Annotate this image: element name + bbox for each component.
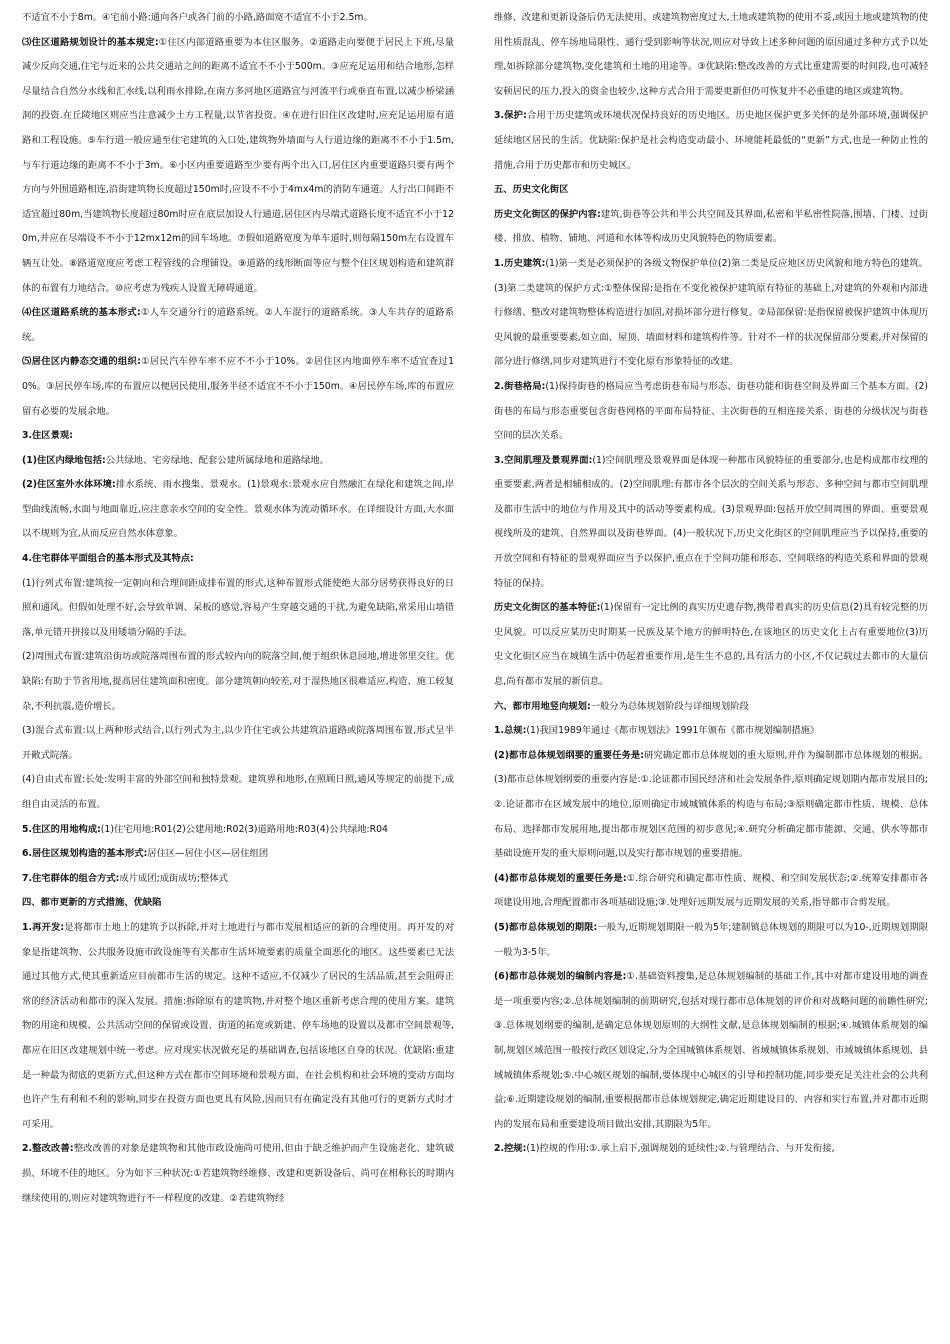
paragraph xyxy=(22,473,454,547)
paragraph-heading: ⑸居住区内静态交通的组织: xyxy=(22,356,141,368)
paragraph-heading: 3.保护: xyxy=(494,110,527,122)
paragraph-text: ①人车交通分行的道路系统。②人车混行的道路系统。③人车共存的道路系统。 xyxy=(22,307,454,343)
paragraph-heading: (1)住区内绿地包括: xyxy=(22,454,106,466)
left-column xyxy=(22,6,454,1211)
paragraph-heading: 2.控规: xyxy=(494,1143,527,1155)
paragraph xyxy=(22,867,454,892)
paragraph-text: ①.综合研究和确定都市性质、规模、和空间发展状态;②.统筹安排都市各项建设用地,合理配置都市各项基础设施;③.处理好远期发展与近期发展的关系,指导都市合剪发展。 xyxy=(494,872,928,909)
paragraph-text: 整改改善的对象是建筑物和其他市政设施尚可使用,但由于缺乏维护而产生设施老化、建筑破损、环境不佳的地区。分为如下三种状况:①若建筑物经维修、改建和更新设备后、尚可在相称长的时期内继续使用的,则应对建筑物进行不一样程度的改建。②若建筑物经 xyxy=(22,1143,454,1204)
paragraph-text: 公共绿地、宅旁绿地、配套公建所属绿地和道路绿地。 xyxy=(105,454,329,466)
paragraph xyxy=(494,375,928,449)
paragraph-heading: 4.住宅群体平面组合的基本形式及其特点: xyxy=(22,553,194,565)
paragraph-text: (1)我国1989年通过《都市规划法》1991年颁布《都市规划编制措施》 xyxy=(526,725,820,737)
paragraph-text: 成片成团;成街成坊;整体式 xyxy=(119,872,228,884)
paragraph xyxy=(494,719,928,744)
paragraph xyxy=(22,31,454,302)
paragraph-text: (1)空间肌理及景观界面是体现一种都市风貌特征的重要部分,也是构成都市纹理的重要要素,两者是相辅相成的。(2)空间肌理:有都市各个层次的空间关系与形态、多种空间与都市空间肌理及都市生活中的地位与作用及其中的活动等要素构成。(3)景观界面:包括开放空间周围的界面、重要景观视线所及的建筑、自然界面以及街巷界面。(4)一般状况下,历史文化街区的空间肌理应当予以保持,重要的开放空间和有特征的景观界面应当予以保护,重点在于空间功能和形态、空间联络的构造关系和界面的景观特征的保持。 xyxy=(494,454,929,589)
paragraph xyxy=(494,596,928,694)
paragraph-heading: (2)都市总体规划纲要的重要任务是: xyxy=(494,749,644,761)
paragraph-text: 不适宜不小于8m。④宅前小路:通向各户或各门前的小路,路面宽不适宜不小于2.5m。 xyxy=(22,12,373,23)
paragraph-heading: 5.住区的用地构成: xyxy=(22,823,101,835)
paragraph-heading: 四、都市更新的方式措施、优缺陷 xyxy=(22,897,162,909)
paragraph xyxy=(22,6,454,31)
paragraph xyxy=(22,916,454,1137)
paragraph xyxy=(22,768,454,817)
paragraph-text: (4)自由式布置:长处:发明丰富的外部空间和独特景观。建筑界和地形,在照顾日照,通风等规定的前提下,成组自由灵活的布置。 xyxy=(22,774,454,810)
paragraph xyxy=(22,572,454,646)
paragraph-heading: 2.街巷格局: xyxy=(494,380,546,392)
paragraph xyxy=(494,1137,928,1162)
paragraph-heading: 六、都市用地竖向规划: xyxy=(494,700,591,712)
paragraph-text: ①居民汽车停车率不应不不小于10%。②居住区内地面停车率不适宜查过10%。③居民停车场,库的布置应以便居民使用,服务半径不适宜不不小于150m。④居民停车场,库的布置应留有必要的发展余地。 xyxy=(22,356,455,417)
paragraph-text: 研究确定都市总体规划的重大原则,并作为编制都市总体规划的根据。(3)都市总体规划纲要的重要内容是:①.论证都市国民经济和社会发展条件,原则确定规划期内都市发展目的;②.论证都市在区域发展中的地位,原则确定市域城镇体系的构造与布局;③原则确定都市性质、规模、总体布局、选择都市发展用地,提出都市规划区范围的初步意见;④.研究分析确定都市能源、交通、供水等都市基础设施开发的重大原则问题,以及实行都市规划的重要措施。 xyxy=(494,749,928,860)
paragraph-text: (1)第一类是必须保护的各级文物保护单位(2)第二类是反应地区历史风貌和地方特色的建筑。(3)第二类建筑的保护方式:①整体保留:是指在不变化被保护建筑原有特征的基础上,对建筑的外观和内部进行修缮、整改对建筑物整体构造进行加固,对损坏部分进行修复。②局部保留:是指保留被保护建筑中体现历史风貌的最重要要素,如立面、屋顶、墙面材料和建筑构件等。针对不一样的状况保留部分要素,并对保留的部分进行修缮,同步对建筑进行不变化原有形象特征的改建。 xyxy=(494,257,929,368)
paragraph-heading: 1.再开发: xyxy=(22,921,65,933)
paragraph xyxy=(494,104,928,178)
paragraph-heading: (6)都市总体规划的编制内容是: xyxy=(494,971,627,983)
paragraph xyxy=(22,350,454,424)
paragraph-heading: 历史文化街区的基本特征: xyxy=(494,602,601,614)
paragraph-text: (3)混合式布置:以上两种形式结合,以行列式为主,以少许住宅或公共建筑沿道路或院落周围布置,形式呈半开敞式院落。 xyxy=(22,725,454,761)
paragraph xyxy=(494,867,928,916)
paragraph-text: 维修、改建和更新设备后仍无法使用、或建筑物密度过大,土地或建筑物的使用不妥,或因土地或建筑物的使用性质混乱、停车场地局限性、通行受到影响等状况,则应对导致上述多种问题的原因通过多种方式予以处理,如拆除部分建筑物,变化建筑和土地的用途等。③优缺陷:整改改善的方式比重建需要的时间段,也可减轻安顿居民的压力,投入的资金也较少,这种方式合用于需要更新但仍可恢复并不必重建的地区或建筑物。 xyxy=(494,12,928,97)
paragraph-text: 是将都市土地上的建筑予以拆除,并对土地进行与都市发展相适应的新的合理使用。再开发的对象是指建筑物、公共服务设施市政设施等有关都市生活环境要素的质量全面恶化的地区。这些要素已无法通过其他方式,使其重新适应目前都市生活的规定。这种不适应,不仅减少了居民的生活品质,甚至会阻碍正常的经济活动和都市的深入发展。措施:拆除原有的建筑物,并对整个地区重新考虑合理的使用方案。建筑物的用途和规模、公共活动空间的保留或设置、街道的拓宽或新建、停车场地的设置以及都市空间景观等,都应在旧区改建规划中统一考虑。应对现实状况做充足的基础调查,包括该地区自身的状况。优缺陷:重建是一种最为彻底的更新方式,但这种方式在都市空间环境和景观方面、在社会机构和社会环境的变动方面均也许产生有利和不利的影响,同步在投资方面也更具有风险,因而只有在确定没有其他可行的更新方式时才可采用。 xyxy=(22,921,454,1130)
paragraph xyxy=(22,301,454,350)
paragraph-text: ①住区内部道路重要为本住区服务。②道路走向要便于居民上下班,尽量减少反向交通,住宅与近来的公共交通站之间的距离不适宜不不小于500m。③应充足运用和结合地形,怎样尽量结合自然分水线和汇水线,以利雨水排除,在南方多河地区道路宜与河流平行或垂直布置,以减少桥梁涵洞的投资.在丘陵地区则应当注意减少土方工程量,以节省投资。④在进行旧住区改建时,应充足运用原有道路和工程设施。⑤车行道一般应通至住宅建筑的入口处,建筑物外墙面与人行道边缘的距离不不小于1.5m,与车行道边缘的距离不不小于3m。⑥小区内重要道路至少要有两个出入口,居住区内重要道路只要有两个方向与外围道路相连,沿街建筑物长度超过150m时,应设不不小于4mx4m的消防车通道。人行出口间距不适宜超过80m,当建筑物长度超过80m时应在底层加设人行通道,居住区内尽端式道路长度不适宜不小于120m,并应在尽端设不不小于12mx12m的回车场地。⑦假如道路宽度为单车道时,则每隔150m左右设置车辆互让处。⑧路道宽度应考虑工程管线的合理铺设。⑨道路的线形断面等应与整个住区规划构造和建筑群体的布置有力地结合。⑩应考虑为残疾人设置无障碍通道。 xyxy=(22,36,455,294)
paragraph-heading: 1.历史建筑: xyxy=(494,257,546,269)
paragraph-heading: 五、历史文化街区 xyxy=(494,184,569,196)
paragraph-text: 建筑,街巷等公共和半公共空间及其界面,私密和半私密性院落,围墙、门楼、过街楼、排放、植物、铺地、河道和水体等构成历史风貌特色的物质要素。 xyxy=(494,208,928,245)
paragraph-text: 居住区—居住小区—居住组团 xyxy=(147,848,269,860)
paragraph-heading: 3.空间肌理及景观界面: xyxy=(494,454,593,466)
paragraph-heading: ⑶住区道路规划设计的基本规定: xyxy=(22,36,159,48)
paragraph xyxy=(22,719,454,768)
paragraph xyxy=(494,916,928,965)
paragraph-heading: 历史文化街区的保护内容: xyxy=(494,208,601,220)
paragraph-text: 一般为,近期规划期限一般为5年;建制镇总体规划的期限可以为10-,近期规划期限一般为3-5年。 xyxy=(494,921,928,958)
paragraph-heading: 7.住宅群体的组合方式: xyxy=(22,872,120,884)
paragraph xyxy=(22,424,454,449)
paragraph-heading: 1.总规: xyxy=(494,725,527,737)
paragraph-heading: 6.居住区规划构造的基本形式: xyxy=(22,848,148,860)
right-column xyxy=(494,6,928,1162)
paragraph xyxy=(22,818,454,843)
paragraph-heading: (4)都市总体规划的重要任务是: xyxy=(494,872,627,884)
paragraph xyxy=(494,6,928,104)
paragraph-text: 合用于历史建筑或环境状况保持良好的历史地区。历史地区保护更多关怀的是外部环境,强调保护延续地区居民的生活。优缺陷:保护是社会构造变动最小、环境能耗最低的“更新”方式,也是一种防止性的措施,合用于历史都市和历史城区。 xyxy=(494,110,928,171)
paragraph-text: (1)行列式布置:建筑按一定朝向和合理间距成排布置的形式,这种布置形式能使绝大部分居势获得良好的日照和通风。但假如处理不好,会导致单调、呆板的感觉,容易产生穿越交通的干扰,为避免缺陷,常采用山墙错落,单元错开拼接以及用矮墙分隔的手法。 xyxy=(22,577,454,638)
paragraph xyxy=(494,252,928,375)
paragraph-text: 一般分为总体规划阶段与详细规划阶段 xyxy=(590,700,749,712)
paragraph-text: (1)住宅用地:R01(2)公建用地:R02(3)道路用地:R03(4)公共绿地:R04 xyxy=(100,823,388,835)
paragraph xyxy=(22,842,454,867)
paragraph xyxy=(494,744,928,867)
paragraph-text: (1)控规的作用:①.承上启下,强调规划的延续性;②.与管理结合、与开发衔接, xyxy=(526,1143,835,1155)
paragraph-heading: 2.整改改善: xyxy=(22,1143,74,1155)
paragraph xyxy=(494,203,928,252)
paragraph xyxy=(22,1137,454,1211)
paragraph-heading: (2)住区室外水体环境: xyxy=(22,479,116,491)
paragraph-text: 排水系统、雨水搜集、景观水。(1)景观水:景观水应自然融汇在绿化和建筑之间,岸型曲线流畅,水面与地面靠近,应注意亲水空间的安全性。景观水体为流动循环水。在详细设计方面,大水面以不规则为宜,从而反应自然水体意象。 xyxy=(22,479,454,540)
paragraph xyxy=(22,645,454,719)
paragraph-text: ①.基础资料搜集,是总体规划编制的基础工作,其中对都市建设用地的调查是一项重要内容;②.总体规划编制的前期研究,包括对现行都市总体规划的评价和对战略问题的前瞻性研究;③.总体规划纲要的编制,是确定总体规划原则的大纲性文献,是总体规划编制的根据;④.城镇体系规划的编制,规划区域范围一般按行政区划设定,分为全国城镇体系规划、省域城镇体系规划、市域城镇体系规划、县域城镇体系规划;⑤.中心城区规划的编制,要体现中心城区的引导和控制功能,同步要充足关注社会的公共利益;⑥.近期建设规划的编制,重要根据都市总体规划规定,确定近期建设目的、内容和实行布置,并对都市近期内的发展布局和重要建设项目做出安排,其期限为5年。 xyxy=(494,971,929,1130)
paragraph-heading: ⑷住区道路系统的基本形式: xyxy=(22,307,141,319)
paragraph xyxy=(494,178,928,203)
paragraph-heading: 3.住区景观: xyxy=(22,430,73,442)
paragraph-text: (2)周围式布置:建筑沿街坊或院落周围布置的形式较内向的院落空间,便于组织休息园地,增进邻里交往。优缺陷:有助于节省用地,提高居住建筑面积密度。部分建筑朝向较差,对于湿热地区很难适应,构造、施工较复杂,不利抗震,造价增长。 xyxy=(22,651,454,712)
paragraph-heading: (5)都市总体规划的期限: xyxy=(494,921,598,933)
paragraph-text: (1)保留有一定比例的真实历史遗存物,携带着真实的历史信息(2)具有较完整的历史风貌。可以反应某历史时期某一民族及某个地方的鲜明特色,在该地区的历史文化上占有重要地位(3)历史文化街区应当在城镇生活中仍起着重要作用,是生生不息的,具有活力的小区,不仅记载过去都市的大量信息,尚有都市发展的新信息。 xyxy=(494,602,929,688)
paragraph xyxy=(22,891,454,916)
paragraph-text: (1)保持街巷的格局应当考虑街巷布局与形态、街巷功能和街巷空间及界面三个基本方面。(2)街巷的布局与形态重要包含街巷网格的平面布局特征、主次街巷的互相连接关系、街巷的分级状况与街巷空间的层次关系。 xyxy=(494,380,929,442)
paragraph xyxy=(22,449,454,474)
paragraph xyxy=(22,547,454,572)
paragraph xyxy=(494,965,928,1137)
paragraph xyxy=(494,449,928,597)
paragraph xyxy=(494,695,928,720)
